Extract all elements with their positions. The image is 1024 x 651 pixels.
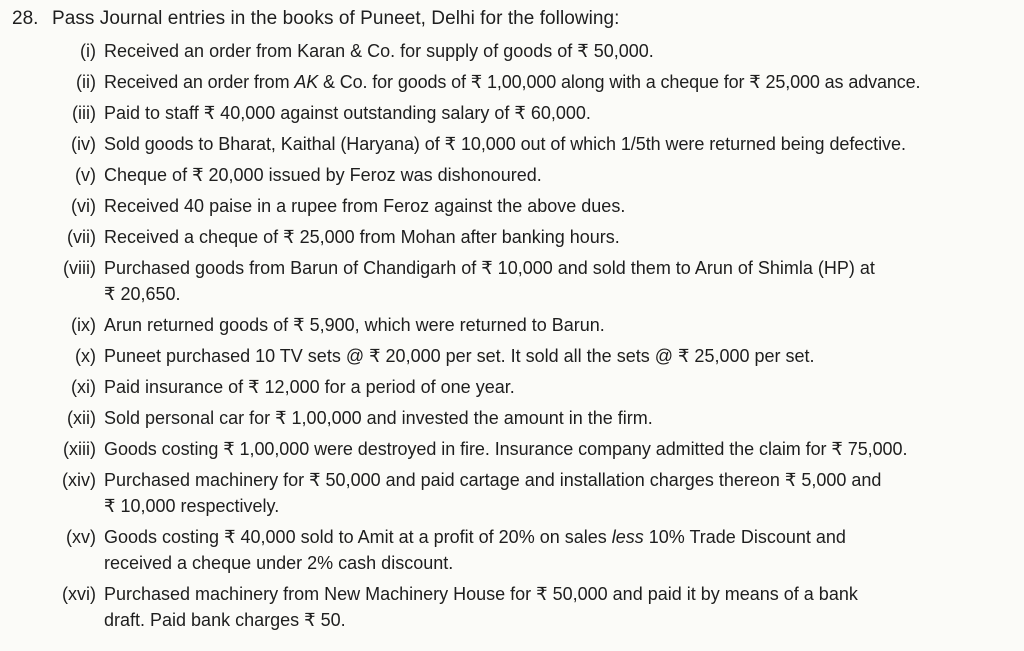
- item-text-line-1: Purchased machinery from New Machinery House for ₹ 50,000 and paid it by means of a bank: [104, 584, 858, 604]
- transaction-list: [12, 38, 1012, 638]
- transaction-item-vii: [12, 224, 1012, 255]
- item-text-part: 10% Trade Discount and: [643, 527, 846, 547]
- item-text-line-2: ₹ 20,650.: [104, 284, 181, 304]
- transaction-item-xi: [12, 374, 1012, 405]
- item-text: [104, 69, 1012, 95]
- item-text: Sold personal car for ₹ 1,00,000 and invested the amount in the firm.: [104, 408, 653, 428]
- item-numeral: (iv): [71, 134, 96, 154]
- item-numeral: (xii): [67, 408, 96, 428]
- item-text: Received 40 paise in a rupee from Feroz against the above dues.: [104, 196, 626, 216]
- item-text: Cheque of ₹ 20,000 issued by Feroz was dishonoured.: [104, 165, 542, 185]
- item-numeral: (ix): [71, 315, 96, 335]
- item-numeral: (xi): [71, 377, 96, 397]
- emphasized-text: less: [611, 527, 644, 547]
- item-numeral: (ii): [76, 72, 96, 92]
- transaction-item-iii: [12, 100, 1012, 131]
- transaction-item-i: [12, 38, 1012, 69]
- item-text-line-1: Purchased goods from Barun of Chandigarh of ₹ 10,000 and sold them to Arun of Shimla (HP) at: [104, 258, 875, 278]
- item-numeral: (xvi): [62, 584, 96, 604]
- question-heading: [12, 8, 1012, 38]
- item-text: [104, 255, 1012, 307]
- item-text-part: & Co. for goods of ₹ 1,00,000 along with a cheque for ₹ 25,000 as advance.: [318, 72, 921, 92]
- transaction-item-iv: [12, 131, 1012, 162]
- item-numeral: (v): [75, 165, 96, 185]
- item-text: Arun returned goods of ₹ 5,900, which were returned to Barun.: [104, 315, 605, 335]
- emphasized-text: AK: [294, 72, 319, 92]
- transaction-item-ii: [12, 69, 1012, 100]
- item-text-line-2: received a cheque under 2% cash discount.: [104, 553, 454, 573]
- item-text: Goods costing ₹ 1,00,000 were destroyed in fire. Insurance company admitted the claim for ₹ 75,000.: [104, 439, 908, 459]
- item-text: Received an order from Karan & Co. for supply of goods of ₹ 50,000.: [104, 41, 654, 61]
- item-numeral: (xiii): [63, 439, 96, 459]
- transaction-item-xii: [12, 405, 1012, 436]
- item-text-line-1: [104, 524, 1012, 550]
- transaction-item-x: [12, 343, 1012, 374]
- transaction-item-xvi: [12, 581, 1012, 638]
- item-numeral: (x): [75, 346, 96, 366]
- item-text: [104, 467, 1012, 519]
- item-text: [104, 524, 1012, 576]
- transaction-item-viii: [12, 255, 1012, 312]
- item-text-part: Received an order from: [104, 72, 295, 92]
- transaction-item-ix: [12, 312, 1012, 343]
- item-numeral: (iii): [72, 103, 96, 123]
- transaction-item-xiv: [12, 467, 1012, 524]
- item-text: Paid to staff ₹ 40,000 against outstanding salary of ₹ 60,000.: [104, 103, 591, 123]
- item-text: Puneet purchased 10 TV sets @ ₹ 20,000 per set. It sold all the sets @ ₹ 25,000 per set.: [104, 346, 815, 366]
- transaction-item-v: [12, 162, 1012, 193]
- item-text: Received a cheque of ₹ 25,000 from Mohan after banking hours.: [104, 227, 620, 247]
- item-text-line-2: ₹ 10,000 respectively.: [104, 496, 280, 516]
- item-numeral: (xiv): [62, 470, 96, 490]
- item-numeral: (vi): [71, 196, 96, 216]
- item-text: Paid insurance of ₹ 12,000 for a period of one year.: [104, 377, 515, 397]
- item-numeral: (vii): [67, 227, 96, 247]
- item-numeral: (viii): [63, 258, 96, 278]
- item-numeral: (xv): [66, 527, 96, 547]
- item-text-line-1: Purchased machinery for ₹ 50,000 and paid cartage and installation charges thereon ₹ 5,000 and: [104, 470, 882, 490]
- transaction-item-xv: [12, 524, 1012, 581]
- item-text: Sold goods to Bharat, Kaithal (Haryana) of ₹ 10,000 out of which 1/5th were returned being defective.: [104, 134, 906, 154]
- question-text: Pass Journal entries in the books of Puneet, Delhi for the following:: [52, 8, 620, 29]
- item-text-line-2: draft. Paid bank charges ₹ 50.: [104, 610, 346, 630]
- item-text-part: Goods costing ₹ 40,000 sold to Amit at a profit of 20% on sales: [104, 527, 612, 547]
- transaction-item-vi: [12, 193, 1012, 224]
- transaction-item-xiii: [12, 436, 1012, 467]
- item-numeral: (i): [80, 41, 96, 61]
- item-text: [104, 581, 1012, 633]
- question-number: 28.: [12, 8, 39, 29]
